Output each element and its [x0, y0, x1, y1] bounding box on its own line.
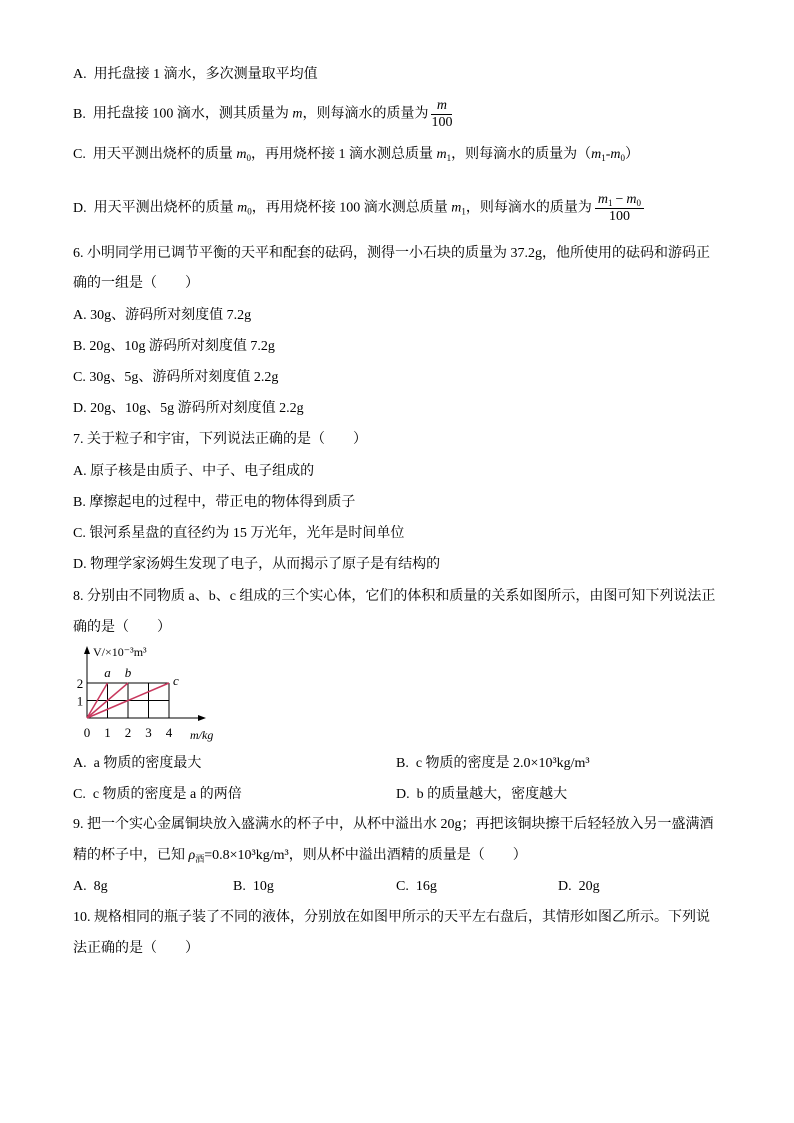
option-text: ，则每滴水的质量为: [465, 200, 592, 216]
mass-variable: m: [597, 192, 608, 207]
option-label: A.: [73, 67, 87, 82]
subscript: 1: [601, 153, 606, 163]
q5-option-b: [73, 98, 452, 131]
stem-text: 精的杯子中，已知: [73, 848, 189, 863]
subscript: 0: [620, 153, 626, 163]
option-label: A.: [73, 756, 87, 771]
q6-option-c: C. 30g、5g、游码所对刻度值 2.2g: [73, 370, 279, 385]
stem-text: =0.8×10³kg/m³，则从杯中溢出酒精的质量是（ ）: [204, 848, 527, 863]
option-text: 20g: [578, 879, 600, 894]
option-label: D.: [558, 879, 572, 894]
subscript: 1: [608, 198, 613, 208]
mass-variable: m: [236, 147, 247, 162]
mass-variable: m: [626, 192, 637, 207]
option-text-continued: ，则每滴水的质量为: [302, 106, 429, 122]
option-label: D.: [73, 200, 87, 216]
q7-option-c: C. 银河系星盘的直径约为 15 万光年，光年是时间单位: [73, 526, 405, 541]
subscript: 酒: [195, 854, 205, 864]
option-text: c 物质的密度是 2.0×10³kg/m³: [415, 756, 590, 771]
option-text: 用天平测出烧杯的质量: [92, 147, 237, 162]
x-tick-label: 3: [145, 725, 152, 740]
q8-option-d: [396, 785, 567, 805]
q8-option-a: [73, 754, 201, 774]
closing-paren: ）: [625, 147, 640, 162]
q5-option-d: [73, 192, 644, 225]
q9-option-d: [558, 877, 600, 897]
q10-stem-line-2: 法正确的是（ ）: [73, 941, 199, 956]
q9-stem-line-1: 9. 把一个实心金属铜块放入盛满水的杯子中，从杯中溢出水 20g；再把该铜块擦干后轻轻放入另一盛满酒: [73, 817, 714, 832]
option-text: 16g: [415, 879, 437, 894]
subscript: 1: [461, 206, 466, 217]
option-label: B.: [73, 106, 86, 122]
series-label-c: c: [173, 673, 179, 688]
subscript: 1: [446, 153, 452, 163]
mass-variable: m: [237, 200, 248, 216]
option-text: ，再用烧杯接 100 滴水测总质量: [251, 200, 452, 216]
volume-mass-chart: [60, 640, 230, 745]
option-text: 用托盘接 100 滴水，测其质量为: [92, 106, 293, 122]
y-tick-label: 2: [76, 676, 84, 691]
q7-option-a: A. 原子核是由质子、中子、电子组成的: [73, 464, 315, 479]
option-text: c 物质的密度是 a 的两倍: [92, 787, 242, 802]
option-label: C.: [73, 147, 86, 162]
fraction-denominator: 100: [431, 115, 453, 130]
q5-option-a: [73, 65, 318, 85]
mass-variable: m: [591, 147, 602, 162]
q9-option-b: [233, 877, 274, 897]
option-text: ，再用烧杯接 1 滴水测总质量: [250, 147, 437, 162]
q9-option-c: [396, 877, 437, 897]
option-label: B.: [233, 879, 246, 894]
q8-option-b: [396, 754, 590, 774]
x-axis-arrow: [198, 715, 206, 721]
minus-sign: -: [605, 147, 611, 162]
fraction-denominator: 100: [608, 209, 630, 224]
option-text: 用托盘接 1 滴水，多次测量取平均值: [93, 67, 318, 82]
option-label: D.: [396, 787, 410, 802]
fraction-numerator: m: [431, 98, 452, 115]
q6-option-d: D. 20g、10g、5g 游码所对刻度值 2.2g: [73, 401, 304, 416]
mass-variable: m: [610, 147, 621, 162]
q6-option-a: A. 30g、游码所对刻度值 7.2g: [73, 308, 252, 323]
q7-stem: 7. 关于粒子和宇宙，下列说法正确的是（ ）: [73, 432, 367, 447]
fraction-numerator: [595, 192, 644, 209]
q7-option-b: B. 摩擦起电的过程中，带正电的物体得到质子: [73, 495, 356, 510]
y-tick-label: 1: [76, 693, 84, 709]
q9-stem-line-2: [73, 846, 527, 866]
q5-option-c: [73, 145, 639, 165]
option-text: 10g: [252, 879, 274, 894]
mass-variable: m: [292, 106, 303, 122]
y-axis-label: V/×10⁻³m³: [93, 645, 147, 659]
x-tick-label: 1: [104, 725, 111, 740]
mass-variable: m: [451, 200, 462, 216]
option-text: 8g: [93, 879, 108, 894]
option-label: C.: [396, 879, 409, 894]
x-tick-label: 0: [83, 725, 91, 740]
minus-sign: −: [615, 192, 624, 207]
option-label: A.: [73, 879, 87, 894]
y-axis-arrow: [84, 646, 90, 654]
q7-option-d: D. 物理学家汤姆生发现了电子，从而揭示了原子是有结构的: [73, 557, 441, 572]
subscript: 0: [636, 198, 642, 208]
density-symbol: ρ: [188, 848, 196, 863]
q6-option-b: B. 20g、10g 游码所对刻度值 7.2g: [73, 339, 275, 354]
series-label-a: a: [104, 665, 111, 680]
series-label-b: b: [124, 665, 132, 680]
x-tick-label: 2: [124, 725, 132, 740]
x-tick-label: 4: [165, 725, 173, 740]
mass-variable: m: [436, 147, 447, 162]
fraction: [595, 192, 644, 225]
option-label: C.: [73, 787, 86, 802]
q8-stem-line-2: 确的是（ ）: [73, 620, 171, 635]
fraction: [431, 98, 452, 131]
option-text: a 物质的密度最大: [93, 756, 202, 771]
option-text: 用天平测出烧杯的质量: [93, 200, 238, 216]
q8-option-c: [73, 785, 242, 805]
subscript: 0: [246, 153, 251, 163]
option-text: ，则每滴水的质量为（: [451, 147, 592, 162]
option-label: B.: [396, 756, 409, 771]
q6-stem-line-1: 6. 小明同学用已调节平衡的天平和配套的砝码，测得一小石块的质量为 37.2g，他所使用的砝码和游码正: [73, 246, 710, 261]
x-axis-label: m/kg: [190, 728, 214, 742]
subscript: 0: [247, 206, 252, 217]
q9-option-a: [73, 877, 108, 897]
q10-stem-line-1: 10. 规格相同的瓶子装了不同的液体，分别放在如图甲所示的天平左右盘后，其情形如图乙所示。下列说: [73, 910, 710, 925]
q6-stem-line-2: 确的一组是（ ）: [73, 276, 199, 291]
q8-stem-line-1: 8. 分别由不同物质 a、b、c 组成的三个实心体，它们的体积和质量的关系如图所示，由图可知下列说法正: [73, 589, 716, 604]
option-text: b 的质量越大，密度越大: [416, 787, 568, 802]
